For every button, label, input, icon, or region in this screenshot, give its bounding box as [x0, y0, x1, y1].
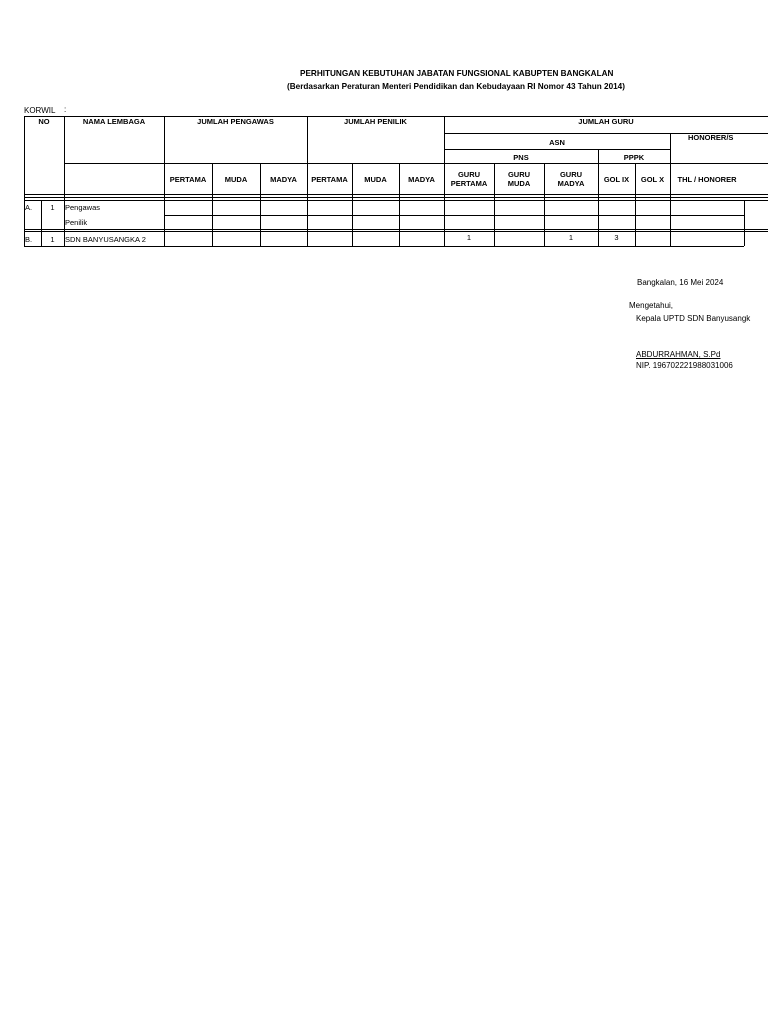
row-b-no: 1: [50, 235, 55, 244]
table-line: [164, 215, 744, 216]
footer-place-date: Bangkalan, 16 Mei 2024: [637, 278, 724, 287]
table-line: [670, 133, 671, 246]
header-jumlah-penilik: JUMLAH PENILIK: [344, 117, 407, 126]
row-b-guru-pertama: 1: [466, 233, 472, 242]
header-pns: PNS: [513, 153, 529, 162]
header-penilik-madya: MADYA: [408, 175, 435, 184]
header-guru-pertama-line1: GURU: [457, 170, 481, 179]
header-jumlah-guru: JUMLAH GURU: [578, 117, 634, 126]
row-b-guru-madya: 1: [568, 233, 574, 242]
header-guru-madya-line2: MADYA: [557, 179, 585, 188]
data-table: [0, 0, 768, 260]
header-gol-ix: GOL IX: [603, 175, 630, 184]
table-line: [598, 149, 599, 246]
row-b-gol-ix: 3: [614, 233, 619, 242]
row-b-name: SDN BANYUSANGKA 2: [65, 235, 146, 244]
report-subtitle: (Berdasarkan Peraturan Menteri Pendidikan dan Kebudayaan RI Nomor 43 Tahun 2014): [287, 82, 625, 91]
header-penilik-muda: MUDA: [364, 175, 387, 184]
footer-position: Kepala UPTD SDN Banyusangk: [636, 314, 751, 323]
table-line: [444, 149, 670, 150]
footer-signer-name: ABDURRAHMAN, S.Pd: [636, 350, 721, 359]
row-b-section: B.: [25, 235, 33, 244]
table-line: [24, 197, 768, 198]
header-gol-x: GOL X: [640, 175, 665, 184]
header-guru-pertama-line2: PERTAMA: [450, 179, 488, 188]
footer-mengetahui: Mengetahui,: [629, 301, 674, 310]
table-border-right: [744, 200, 745, 246]
row-a-name-2: Penilik: [65, 218, 88, 227]
row-a-no: 1: [50, 203, 55, 212]
header-guru-madya-line1: GURU: [559, 170, 583, 179]
header-pengawas-madya: MADYA: [270, 175, 297, 184]
header-thl-honorer: THL / HONORER: [677, 175, 737, 184]
table-line: [24, 200, 768, 201]
row-a-section: A.: [25, 203, 33, 212]
header-nama-lembaga: NAMA LEMBAGA: [82, 117, 146, 126]
header-no: NO: [38, 117, 50, 126]
header-jumlah-pengawas: JUMLAH PENGAWAS: [197, 117, 274, 126]
header-honorer: HONORER/S: [688, 133, 734, 142]
table-border-bottom: [24, 246, 744, 247]
table-border-left: [24, 116, 25, 246]
header-pengawas-muda: MUDA: [224, 175, 248, 184]
row-a-name: Pengawas: [65, 203, 101, 212]
header-pppk: PPPK: [623, 153, 645, 162]
header-guru-muda-line2: MUDA: [507, 179, 531, 188]
table-line: [24, 231, 768, 232]
header-pengawas-pertama: PERTAMA: [169, 175, 207, 184]
table-line: [24, 229, 768, 230]
footer-nip: NIP. 196702221988031006: [636, 361, 733, 370]
header-asn: ASN: [549, 138, 565, 147]
header-guru-muda-line1: GURU: [507, 170, 531, 179]
korwil-label: KORWIL: [24, 106, 56, 115]
table-line: [64, 163, 768, 164]
report-title: PERHITUNGAN KEBUTUHAN JABATAN FUNGSIONAL KABUPTEN BANGKALAN: [300, 69, 614, 78]
table-line: [24, 194, 768, 195]
korwil-colon: :: [64, 105, 67, 114]
header-penilik-pertama: PERTAMA: [311, 175, 348, 184]
